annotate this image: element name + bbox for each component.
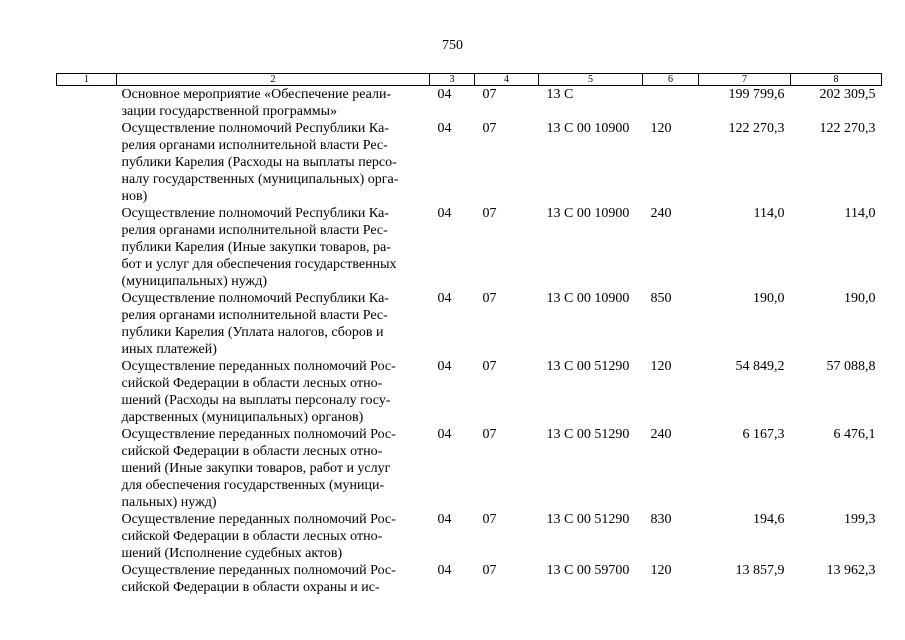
target-item-code-cell: 13 С 00 10900 [546,121,630,136]
expense-name-line: для обеспечения государственных (муници- [121,478,385,493]
empty-cell [57,358,117,426]
amount-year1-cell: 13 857,9 [735,563,785,578]
expense-type-code-cell: 120 [650,563,672,578]
amount-year1-cell: 194,6 [753,512,785,527]
expense-name-line: сийской Федерации в области охраны и ис- [121,580,380,595]
target-item-code-cell: 13 С [546,87,574,102]
amount-year2-cell: 190,0 [844,291,876,306]
subsection-code-cell: 07 [482,512,497,527]
expense-name-line: сийской Федерации в области лесных отно- [121,376,383,391]
section-code-cell: 04 [437,87,452,102]
subsection-code-cell: 07 [482,291,497,306]
section-code-cell: 04 [437,206,452,221]
expense-name-line: зации государственной программы» [121,104,338,119]
column-header: 7 [699,74,791,86]
section-code-cell: 04 [437,512,452,527]
column-header: 4 [475,74,539,86]
expense-name-line: публики Карелия (Расходы на выплаты персо- [121,155,397,170]
expense-name-line: публики Карелия (Уплата налогов, сборов и [121,325,384,340]
target-item-code-cell: 13 С 00 51290 [546,512,630,527]
amount-year2-cell: 57 088,8 [826,359,876,374]
subsection-code-cell: 07 [482,563,497,578]
expense-name-line: Осуществление полномочий Республики Ка- [121,121,389,136]
expense-name-line: Осуществление переданных полномочий Рос- [121,427,396,442]
expense-name-line: дарственных (муниципальных) органов) [121,410,364,425]
column-header: 5 [539,74,643,86]
expense-name-line: Осуществление переданных полномочий Рос- [121,512,396,527]
expense-name-cell [117,426,430,511]
expense-name-cell [117,290,430,358]
expense-name-line: релия органами исполнительной власти Рес- [121,223,388,238]
target-item-code-cell: 13 С 00 51290 [546,359,630,374]
expense-name-cell [117,562,430,596]
amount-year2-cell: 13 962,3 [826,563,876,578]
amount-year2-cell: 114,0 [844,206,876,221]
empty-cell [57,426,117,511]
empty-cell [57,511,117,562]
table-body [57,86,882,597]
empty-cell [57,86,117,121]
amount-year1-cell: 114,0 [753,206,785,221]
amount-year1-cell: 6 167,3 [742,427,785,442]
expense-name-cell [117,120,430,205]
expense-name-line: релия органами исполнительной власти Рес- [121,138,388,153]
expense-type-code-cell: 830 [650,512,672,527]
expense-type-code-cell [643,86,699,121]
column-header: 1 [57,74,117,86]
column-header: 3 [430,74,475,86]
amount-year1-cell: 190,0 [753,291,785,306]
expense-name-line: сийской Федерации в области лесных отно- [121,529,383,544]
column-header: 6 [643,74,699,86]
table-row [57,358,882,426]
section-code-cell: 04 [437,563,452,578]
section-code-cell: 04 [437,121,452,136]
empty-cell [57,205,117,290]
expense-name-line: бот и услуг для обеспечения государственных [121,257,397,272]
expense-name-line: Осуществление переданных полномочий Рос- [121,563,396,578]
expense-name-line: Осуществление переданных полномочий Рос- [121,359,396,374]
column-number-header-row [57,74,882,86]
amount-year2-cell: 199,3 [844,512,876,527]
expense-type-code-cell: 240 [650,427,672,442]
expense-name-line: шений (Исполнение судебных актов) [121,546,343,561]
section-code-cell: 04 [437,427,452,442]
table-row [57,511,882,562]
expense-name-line: шений (Расходы на выплаты персоналу госу- [121,393,391,408]
expense-type-code-cell: 120 [650,359,672,374]
empty-cell [57,290,117,358]
target-item-code-cell: 13 С 00 59700 [546,563,630,578]
column-header: 8 [791,74,882,86]
section-code-cell: 04 [437,359,452,374]
amount-year1-cell: 122 270,3 [728,121,785,136]
table-row [57,205,882,290]
subsection-code-cell: 07 [482,87,497,102]
table-row [57,426,882,511]
expense-type-code-cell: 850 [650,291,672,306]
expense-name-line: релия органами исполнительной власти Рес- [121,308,388,323]
budget-table [56,73,882,596]
table-row [57,86,882,121]
subsection-code-cell: 07 [482,427,497,442]
table-row [57,290,882,358]
expense-name-line: Основное мероприятие «Обеспечение реали- [121,87,392,102]
amount-year1-cell: 54 849,2 [735,359,785,374]
expense-name-line: публики Карелия (Иные закупки товаров, ра- [121,240,391,255]
amount-year2-cell: 6 476,1 [833,427,876,442]
target-item-code-cell: 13 С 00 10900 [546,291,630,306]
amount-year1-cell: 199 799,6 [728,87,785,102]
expense-name-line: сийской Федерации в области лесных отно- [121,444,383,459]
expense-name-line: Осуществление полномочий Республики Ка- [121,206,389,221]
target-item-code-cell: 13 С 00 10900 [546,206,630,221]
expense-name-cell [117,511,430,562]
page-number: 750 [442,38,463,53]
expense-name-line: налу государственных (муниципальных) орга- [121,172,399,187]
expense-type-code-cell: 240 [650,206,672,221]
expense-type-code-cell: 120 [650,121,672,136]
table-row [57,120,882,205]
expense-name-cell [117,205,430,290]
expense-name-cell [117,86,430,121]
expense-name-line: пальных) нужд) [121,495,217,510]
empty-cell [57,120,117,205]
expense-name-line: (муниципальных) нужд) [121,274,268,289]
expense-name-cell [117,358,430,426]
expense-name-line: иных платежей) [121,342,217,357]
expense-name-line: шений (Иные закупки товаров, работ и услуг [121,461,391,476]
expense-name-line: нов) [121,189,148,204]
section-code-cell: 04 [437,291,452,306]
column-header: 2 [117,74,430,86]
subsection-code-cell: 07 [482,121,497,136]
subsection-code-cell: 07 [482,206,497,221]
amount-year2-cell: 122 270,3 [819,121,876,136]
amount-year2-cell: 202 309,5 [819,87,876,102]
empty-cell [57,562,117,596]
expense-name-line: Осуществление полномочий Республики Ка- [121,291,389,306]
subsection-code-cell: 07 [482,359,497,374]
table-row [57,562,882,596]
target-item-code-cell: 13 С 00 51290 [546,427,630,442]
